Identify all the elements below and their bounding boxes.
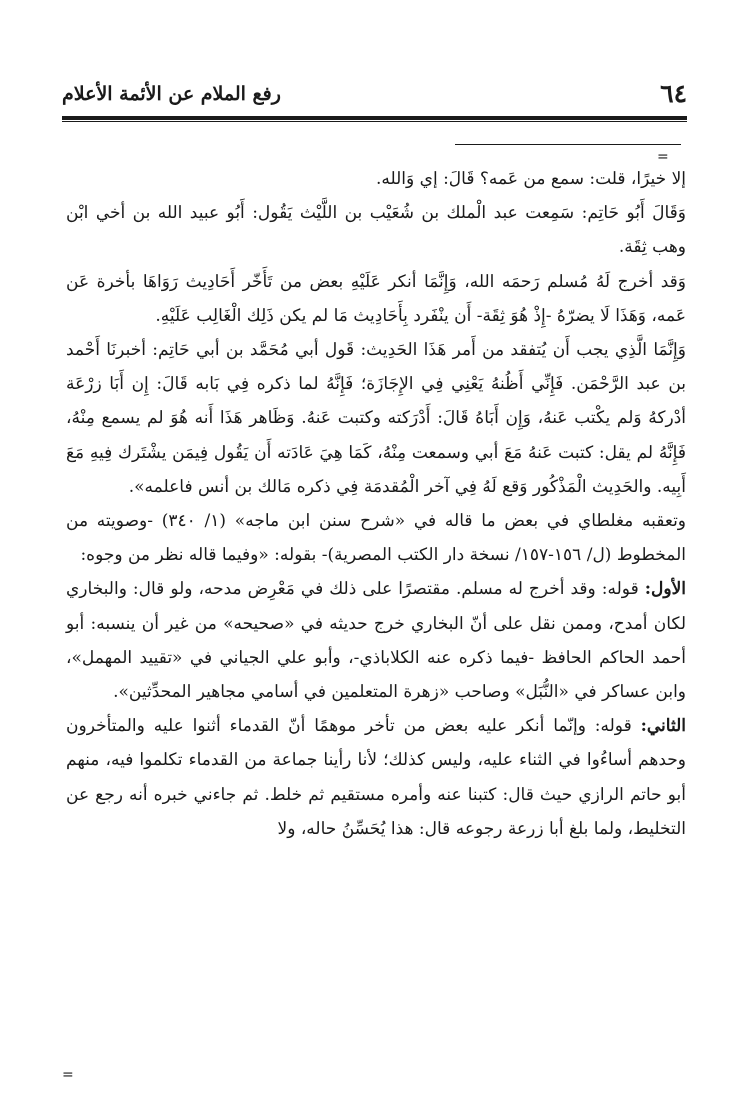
header-rule-thin	[62, 121, 687, 122]
paragraph	[66, 265, 686, 333]
page-header	[62, 78, 687, 110]
paragraph-lead: الثاني:	[640, 716, 686, 737]
running-title: رفع الملام عن الأئمة الأعلام	[62, 83, 281, 105]
continuation-mark-top: =	[657, 149, 669, 165]
paragraph	[66, 709, 686, 846]
paragraph-text: وَقد أخرج لَهُ مُسلم رَحمَه الله، وَإِنَّمَا أنكر عَلَيْهِ بعض من تَأَخّر أَحَادِيث رَوَاهَا بأخرة عَن عَمه، وَهَذَا لَا يضرّهُ -إِذْ هُوَ ثِقَة- أَن ينْفَرد بِأَحَادِيث مَا لم يكن ذَلِك الْغَالِب عَلَيْهِ.	[66, 271, 686, 326]
paragraph-text: وَإِنَّمَا الَّذِي يجب أَن يُتفقد من أَمر هَذَا الحَدِيث: قَول أبي مُحَمَّد بن أبي حَاتِم: أخبرنَا أَحْمد بن عبد الرَّحْمَن. فَإِنِّي أَظُنهُ يَعْنِي فِي الإِجَازَة؛ فَإِنَّهُ لما ذكره فِي بَابه قَالَ: إِن أَبَا زرْعَة أدْركهُ وَلم يكْتب عَنهُ، وَإِن أَبَاهُ قَالَ: أَدْرَكته وكتبت عَنهُ. وَظَاهر هَذَا أَنه هُوَ لم يسمع مِنْهُ، فَإِنَّهُ لم يقل: كتبت عَنهُ مَعَ أبي وسمعت مِنْهُ، كَمَا هِيَ عَادَته أَن يَقُول فِيمَن يشْتَرك فِيهِ مَعَ أَبِيه. والحَدِيث الْمَذْكُور وَقع لَهُ فِي آخر الْمُقدمَة فِي ذكره مَالك بن أنس فاعلمه».	[66, 340, 686, 497]
paragraph-text: قوله: وإنّما أنكر عليه بعض من تأخر موهمًا أنّ القدماء أثنوا عليه والمتأخرون وحدهم أساءُوا في الثناء عليه، وليس كذلك؛ لأنا رأينا جماعة من القدماء تكلموا فيه، منهم أبو حاتم الرازي حيث قال: كتبنا عنه وأمره مستقيم ثم خلط. ثم جاءني خبره أنه رجع عن التخليط، ولما بلغ أبا زرعة رجوعه قال: هذا يُحَسِّنُ حاله، ولا	[66, 716, 686, 839]
paragraph	[66, 162, 686, 196]
paragraph-text: وتعقبه مغلطاي في بعض ما قاله في «شرح سنن ابن ماجه» (١/ ٣٤٠) -وصويته من المخطوط (ل/ ١٥٦-١٥٧/ نسخة دار الكتب المصرية)- بقوله: «وفيما قاله نظر من وجوه:	[66, 511, 687, 566]
paragraph	[66, 196, 686, 264]
paragraph-text: وَقَالَ أَبُو حَاتِم: سَمِعت عبد الْملك بن شُعَيْب بن اللَّيْث يَقُول: أَبُو عبيد الله بن أخي ابْن وهب ثِقَة.	[66, 203, 686, 258]
footnote-text	[66, 162, 686, 846]
paragraph-text: إلا خيرًا، قلت: سمع من عَمه؟ قَالَ: إي وَالله.	[375, 169, 686, 189]
paragraph	[66, 572, 686, 709]
paragraph	[66, 333, 686, 504]
footnote-separator	[455, 144, 681, 145]
header-rule	[62, 116, 687, 120]
paragraph	[66, 504, 686, 572]
paragraph-lead: الأول:	[644, 579, 686, 600]
continuation-mark-bottom: =	[62, 1067, 74, 1083]
page-number: ٦٤	[660, 79, 687, 108]
paragraph-text: قوله: وقد أخرج له مسلم. مقتصرًا على ذلك في مَعْرِض مدحه، ولو قال: والبخاري لكان أمدح، وممن نقل على أنّ البخاري خرج حديثه في «صحيحه» من غير أن ينسبه: أبو أحمد الحاكم الحافظ -فيما ذكره عنه الكلاباذي-، وأبو علي الجياني في «تقييد المهمل»، وابن عساكر في «النُّبَل» وصاحب «زهرة المتعلمين في أسامي مجاهير المحدِّثين».	[66, 579, 686, 703]
